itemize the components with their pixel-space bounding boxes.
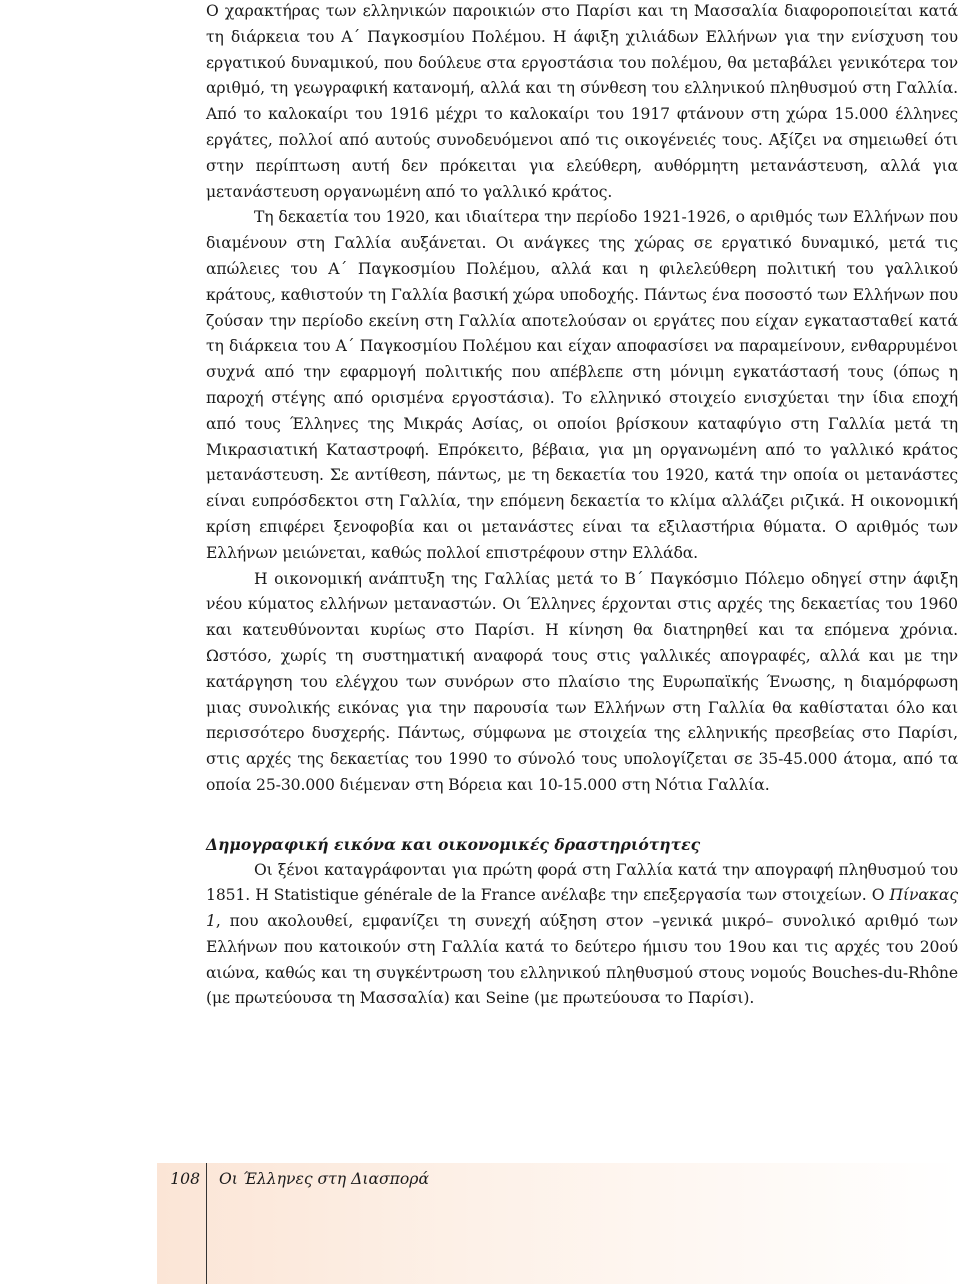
- table-reference: Πίνακας 1: [206, 886, 958, 931]
- section-heading: Δημογραφική εικόνα και οικονομικές δραστηριότητες: [206, 834, 701, 854]
- footer-divider: [206, 1163, 207, 1284]
- paragraph-4: [206, 858, 958, 1013]
- paragraph-4-text-end: , που ακολουθεί, εμφανίζει τη συνεχή αύξηση στον –γενικά μικρό– συνολικό αριθμό των Ελλήνων που κατοικούν στη Γαλλία κατά το δεύτερο ήμισυ του 19ου και τις αρχές του 20ού αιώνα, καθώς και τη συγκέντρωση του ελληνικού πληθυσμού στους νομούς Bouches-du-Rhône (με πρωτεύουσα τη Μασσαλία) και Seine (με πρωτεύουσα το Παρίσι).: [206, 912, 958, 1008]
- paragraph-2: Τη δεκαετία του 1920, και ιδιαίτερα την περίοδο 1921-1926, ο αριθμός των Ελλήνων που διαμένουν στη Γαλλία αυξάνεται. Οι ανάγκες της χώρας σε εργατικό δυναμικό, μετά τις απώλειες του Α΄ Παγκοσμίου Πολέμου, αλλά και η φιλελεύθερη πολιτική του γαλλικού κράτους, καθιστούν τη Γαλλία βασική χώρα υποδοχής. Πάντως ένα ποσοστό των Ελλήνων που ζούσαν την περίοδο εκείνη στη Γαλλία αποτελούσαν οι εργάτες που είχαν εγκατασταθεί κατά τη διάρκεια του Α΄ Παγκοσμίου Πολέμου και είχαν αποφασίσει να παραμείνουν, ενθαρρυμένοι συχνά από την εφαρμογή πολιτικής που απέβλεπε στη μόνιμη εγκατάστασή τους (όπως η παροχή στέγης από ορισμένα εργοστάσια). Το ελληνικό στοιχείο ενισχύεται την ίδια εποχή από τους Έλληνες της Μικράς Ασίας, οι οποίοι βρίσκουν καταφύγιο στη Γαλλία μετά τη Μικρασιατική Καταστροφή. Επρόκειτο, βέβαια, για μη οργανωμένη από το γαλλικό κράτος μετανάστευση. Σε αντίθεση, πάντως, με τη δεκαετία του 1920, κατά την οποία οι μετανάστες είναι ευπρόσδεκτοι στη Γαλλία, την επόμενη δεκαετία το κλίμα αλλάζει ριζικά. Η οικονομική κρίση επιφέρει ξενοφοβία και οι μετανάστες είναι τα εξιλαστήρια θύματα. Ο αριθμός των Ελλήνων μειώνεται, καθώς πολλοί επιστρέφουν στην Ελλάδα.: [206, 208, 958, 562]
- running-title: Οι Έλληνες στη Διασπορά: [219, 1170, 429, 1188]
- page-body: [206, 0, 958, 1012]
- paragraph-4-text-start: Οι ξένοι καταγράφονται για πρώτη φορά στη Γαλλία κατά την απογραφή πληθυσμού του 1851. Η Statistique générale de la France ανέλαβε την επεξεργασία των στοιχείων. Ο: [206, 860, 958, 905]
- page-number: 108: [170, 1170, 200, 1188]
- paragraph-1: Ο χαρακτήρας των ελληνικών παροικιών στο Παρίσι και τη Μασσαλία διαφοροποιείται κατά τη διάρκεια του Α΄ Παγκοσμίου Πολέμου. Η άφιξη χιλιάδων Ελλήνων για την ενίσχυση του εργατικού δυναμικού, που δούλευε στα εργοστάσια του πολέμου, θα μεταβάλει γενικότερα τον αριθμό, τη γεωγραφική κατανομή, αλλά και τη σύνθεση του ελληνικού πληθυσμού στη Γαλλία. Από το καλοκαίρι του 1916 μέχρι το καλοκαίρι του 1917 φτάνουν στη χώρα 15.000 έλληνες εργάτες, πολλοί από αυτούς συνοδευόμενοι από τις οικογένειές τους. Αξίζει να σημειωθεί ότι στην περίπτωση αυτή δεν πρόκειται για ελεύθερη, αυθόρμητη μετανάστευση, αλλά για μετανάστευση οργανωμένη από το γαλλικό κράτος.: [206, 2, 958, 201]
- paragraph-3: Η οικονομική ανάπτυξη της Γαλλίας μετά το Β΄ Παγκόσμιο Πόλεμο οδηγεί στην άφιξη νέου κύματος ελλήνων μεταναστών. Οι Έλληνες έρχονται στις αρχές της δεκαετίας του 1960 και κατευθύνονται κυρίως στο Παρίσι. Η κίνηση θα διατηρηθεί και τα επόμενα χρόνια. Ωστόσο, χωρίς τη συστηματική αναφορά τους στις γαλλικές απογραφές, αλλά και με την κατάργηση του ελέγχου των συνόρων στο πλαίσιο της Ευρωπαϊκής Ένωσης, η διαμόρφωση μιας συνολικής εικόνας για την παρουσία των Ελλήνων στη Γαλλία θα καθίσταται όλο και περισσότερο δυσχερής. Πάντως, σύμφωνα με στοιχεία της ελληνικής πρεσβείας στο Παρίσι, στις αρχές της δεκαετίας του 1990 το σύνολό τους υπολογίζεται σε 35-45.000 άτομα, από τα οποία 25-30.000 διέμεναν στη Βόρεια και 10-15.000 στη Νότια Γαλλία.: [206, 569, 958, 794]
